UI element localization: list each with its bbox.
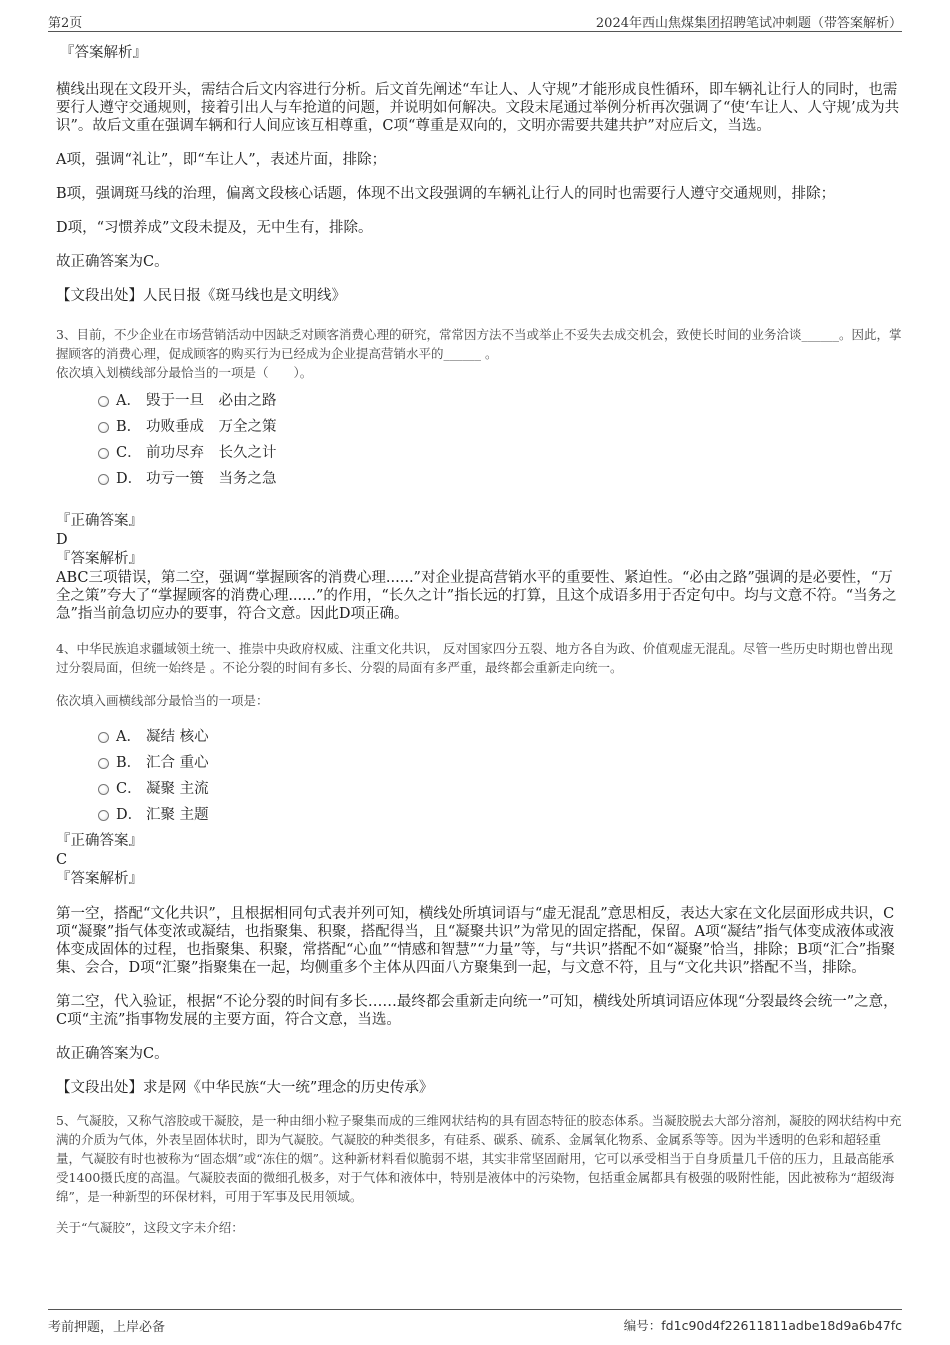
q2-analysis-label: 『答案解析』 — [60, 45, 147, 61]
q3-option-a[interactable]: A． 毁于一旦 必由之路 — [56, 388, 902, 414]
radio-button[interactable] — [98, 758, 109, 769]
page-header — [48, 10, 902, 32]
radio-button[interactable] — [98, 810, 109, 821]
radio-button[interactable] — [98, 448, 109, 459]
q3-options — [56, 388, 902, 492]
document-body — [56, 44, 902, 1237]
q3-prompt: 依次填入划横线部分最恰当的一项是（ ）。 — [56, 365, 313, 380]
q2-analysis-option-b: B项，强调斑马线的治理，偏离文段核心话题，体现不出文段强调的车辆礼让行人的同时也需要行人遵守交通规则，排除； — [56, 186, 836, 202]
q4-prompt: 依次填入画横线部分最恰当的一项是： — [56, 693, 269, 708]
q2-source: 【文段出处】人民日报《斑马线也是文明线》 — [56, 288, 346, 304]
q3-option-d[interactable]: D． 功亏一篑 当务之急 — [56, 466, 902, 492]
q4-source: 【文段出处】求是网《中华民族“大一统”理念的历史传承》 — [56, 1080, 434, 1096]
q3-answer: D — [56, 532, 68, 548]
q4-options — [56, 724, 902, 828]
q4-option-d[interactable]: D． 汇聚 主题 — [56, 802, 902, 828]
q2-analysis-option-a: A项，强调“礼让”，即“车让人”，表述片面，排除； — [56, 152, 387, 168]
q4-option-a[interactable]: A． 凝结 核心 — [56, 724, 902, 750]
footer-motto: 考前押题，上岸必备 — [48, 1320, 166, 1335]
document-title: 2024年西山焦煤集团招聘笔试冲刺题（带答案解析） — [595, 16, 902, 31]
q3-answer-label: 『正确答案』 — [56, 513, 143, 529]
q5-prompt: 关于“气凝胶”，这段文字未介绍： — [56, 1220, 244, 1235]
document-code: 编号：fd1c90d4f22611811adbe18d9a6b47fc — [623, 1318, 902, 1333]
q3-stem: 3、目前，不少企业在市场营销活动中因缺乏对顾客消费心理的研究，常常因方法不当或举止不妥失去成交机会，致使长时间的业务洽谈______。因此，掌握顾客的消费心理，促成顾客的购买行为已经成为企业提高营销水平的______ 。 — [56, 327, 902, 361]
q4-analysis-paragraph-1: 第一空，搭配“文化共识”，且根据相同句式表并列可知，横线处所填词语与“虚无混乱”意思相反，表达大家在文化层面形成共识，C项“凝聚”指气体变浓或凝结，也指聚集、积聚，搭配得当，且“凝聚共识”为常见的固定搭配，保留。A项“凝结”指气体变成液体或液体变成固体的过程，也指聚集、积聚，常搭配“心血”“情感和智慧”“力量”等，与“共识”搭配不如“凝聚”恰当，排除；B项“汇合”指聚集、会合，D项“汇聚”指聚集在一起，均侧重多个主体从四面八方聚集到一起，与文意不符，且与“文化共识”搭配不当，排除。 — [56, 906, 896, 976]
q3-analysis-label: 『答案解析』 — [56, 551, 143, 567]
radio-button[interactable] — [98, 396, 109, 407]
q4-conclusion: 故正确答案为C。 — [56, 1046, 169, 1062]
q2-analysis-paragraph: 横线出现在文段开头，需结合后文内容进行分析。后文首先阐述“车让人、人守规”才能形成良性循环，即车辆礼让行人的同时，也需要行人遵守交通规则，接着引出人与车抢道的问题，并说明如何解决。文段末尾通过举例分析再次强调了“使‘车让人、人守规’成为共识”。故后文重在强调车辆和行人间应该互相尊重，C项“尊重是双向的，文明亦需要共建共护”对应后文，当选。 — [56, 82, 900, 134]
q4-analysis-label: 『答案解析』 — [56, 871, 143, 887]
q3-analysis: ABC三项错误，第二空，强调“掌握顾客的消费心理......”对企业提高营销水平的重要性、紧迫性。“必由之路”强调的是必要性，“万全之策”夸大了“掌握顾客的消费心理......”的作用，“长久之计”指长远的打算，且这个成语多用于否定句中。均与文意不符。“当务之急”指当前急切应办的要事，符合文意。因此D项正确。 — [56, 570, 897, 622]
q4-analysis-paragraph-2: 第二空，代入验证，根据“不论分裂的时间有多长……最终都会重新走向统一”可知，横线处所填词语应体现“分裂最终会统一”之意，C项“主流”指事物发展的主要方面，符合文意，当选。 — [56, 994, 898, 1028]
q5-stem: 5、气凝胶，又称气溶胶或干凝胶，是一种由细小粒子聚集而成的三维网状结构的具有固态特征的胶态体系。当凝胶脱去大部分溶剂，凝胶的网状结构中充满的介质为气体，外表呈固体状时，即为气凝胶。气凝胶的种类很多，有硅系、碳系、硫系、金属氧化物系、金属系等等。因为半透明的色彩和超轻重量，气凝胶有时也被称为“固态烟”或“冻住的烟”。这种新材料看似脆弱不堪，其实非常坚固耐用，它可以承受相当于自身质量几千倍的压力，且最高能承受1400摄氏度的高温。气凝胶表面的微细孔极多，对于气体和液体中，特别是液体中的污染物，包括重金属都具有极强的吸附性能，因此被称为“超级海绵”，是一种新型的环保材料，可用于军事及民用领域。 — [56, 1113, 902, 1204]
radio-button[interactable] — [98, 422, 109, 433]
radio-button[interactable] — [98, 732, 109, 743]
q3-option-c[interactable]: C． 前功尽弃 长久之计 — [56, 440, 902, 466]
q4-option-b[interactable]: B． 汇合 重心 — [56, 750, 902, 776]
q4-answer-label: 『正确答案』 — [56, 833, 143, 849]
q3-option-b[interactable]: B． 功败垂成 万全之策 — [56, 414, 902, 440]
q4-stem: 4、中华民族追求疆域领土统一、推崇中央政府权威、注重文化共识， 反对国家四分五裂、地方各自为政、价值观虚无混乱。尽管一些历史时期也曾出现过分裂局面，但统一始终是 。不论分裂的时间有多长、分裂的局面有多严重，最终都会重新走向统一。 — [56, 641, 893, 675]
q4-answer: C — [56, 852, 68, 868]
page-number: 第2页 — [48, 16, 83, 31]
page-footer — [48, 1309, 902, 1333]
radio-button[interactable] — [98, 784, 109, 795]
q4-option-c[interactable]: C． 凝聚 主流 — [56, 776, 902, 802]
radio-button[interactable] — [98, 474, 109, 485]
q2-analysis-option-d: D项，“习惯养成”文段未提及，无中生有，排除。 — [56, 220, 373, 236]
q2-conclusion: 故正确答案为C。 — [56, 254, 169, 270]
